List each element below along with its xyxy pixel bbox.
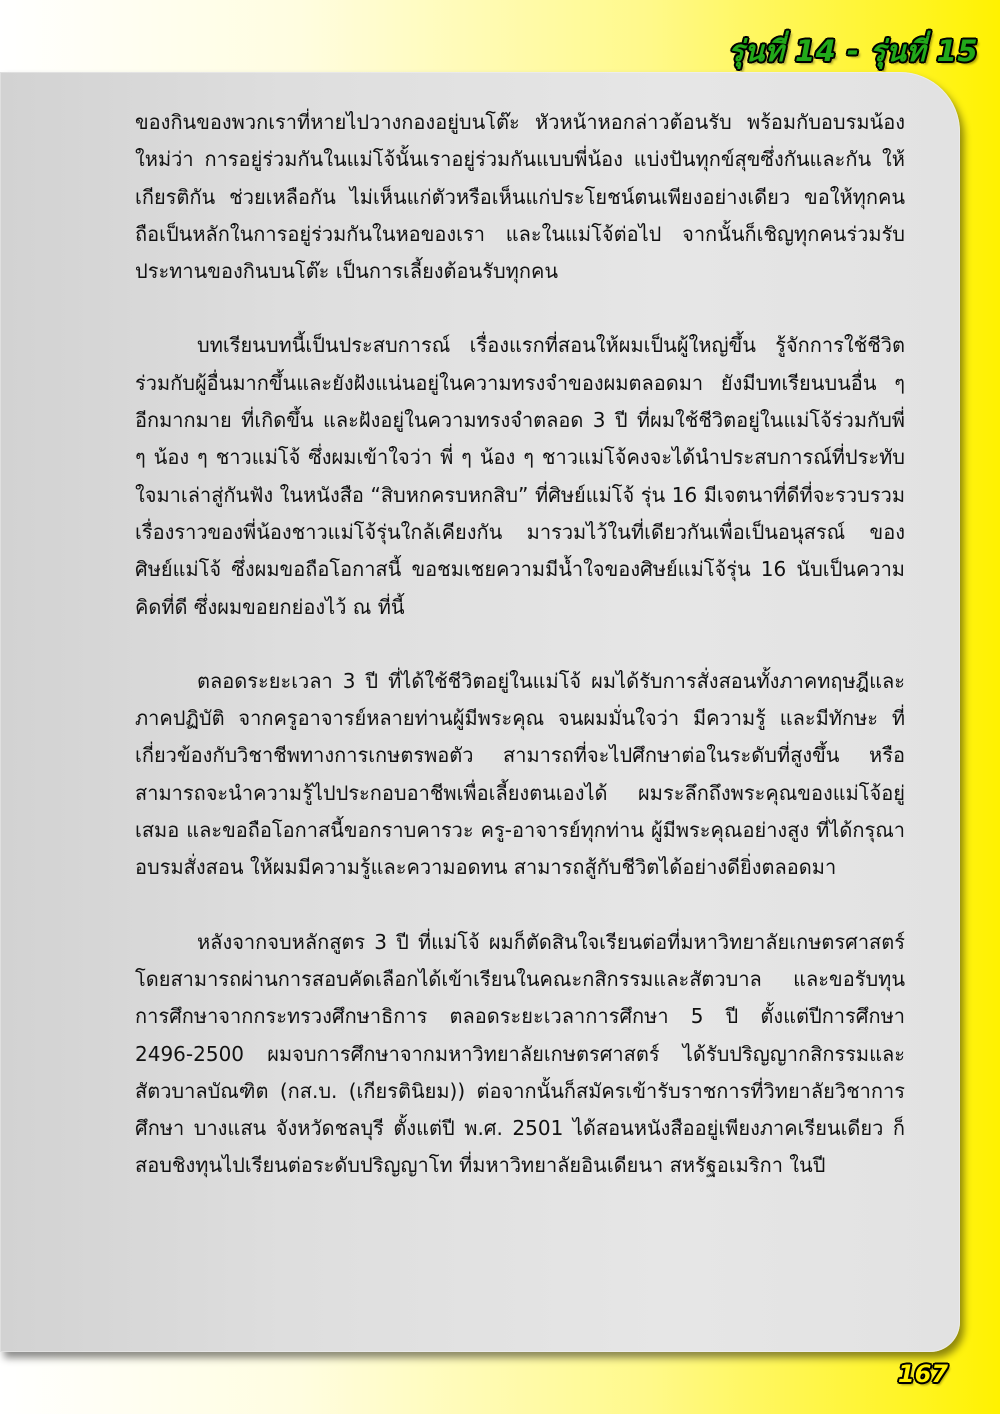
paragraph-continued: ของกินของพวกเราที่หายไปวางกองอยู่บนโต๊ะ หัวหน้าหอกล่าวต้อนรับ พร้อมกับอบรมน้องใหม่ว่า การอยู่ร่วมกันในแม่โจ้นั้นเราอยู่ร่วมกันแบบพี่น้อง แบ่งปันทุกข์สุขซึ่งกันและกัน ให้เกียรติกัน ช่วยเหลือกัน ไม่เห็นแก่ตัวหรือเห็นแก่ประโยชน์ตนเพียงอย่างเดียว ขอให้ทุกคนถือเป็นหลักในการอยู่ร่วมกันในหอของเรา และในแม่โจ้ต่อไป จากนั้นก็เชิญทุกคนร่วมรับประทานของกินบนโต๊ะ เป็นการเลี้ยงต้อนรับทุกคน xyxy=(135,110,905,284)
paragraph: ตลอดระยะเวลา 3 ปี ที่ได้ใช้ชีวิตอยู่ในแม่โจ้ ผมได้รับการสั่งสอนทั้งภาคทฤษฎีและภาคปฏิบัติ จากครูอาจารย์หลายท่านผู้มีพระคุณ จนผมมั่นใจว่า มีความรู้ และมีทักษะ ที่เกี่ยวข้องกับวิชาชีพทางการเกษตรพอตัว สามารถที่จะไปศึกษาต่อในระดับที่สูงขึ้น หรือสามารถจะนำความรู้ไปประกอบอาชีพเพื่อเลี้ยงตนเองได้ ผมระลึกถึงพระคุณของแม่โจ้อยู่เสมอ และขอถือโอกาสนี้ขอกราบคารวะ ครู-อาจารย์ทุกท่าน ผู้มีพระคุณอย่างสูง ที่ได้กรุณาอบรมสั่งสอน ให้ผมมีความรู้และความอดทน สามารถสู้กับชีวิตได้อย่างดียิ่งตลอดมา xyxy=(135,668,905,880)
chapter-header-title: รุ่นที่ 14 - รุ่นที่ 15 xyxy=(728,34,978,68)
page-body xyxy=(135,104,905,1185)
paragraph: บทเรียนบทนี้เป็นประสบการณ์ เรื่องแรกที่สอนให้ผมเป็นผู้ใหญ่ขึ้น รู้จักการใช้ชีวิตร่วมกับผู้อื่นมากขึ้นและยังฝังแน่นอยู่ในความทรงจำของผมตลอดมา ยังมีบทเรียนบนอื่น ๆ อีกมากมาย ที่เกิดขึ้น และฝังอยู่ในความทรงจำตลอด 3 ปี ที่ผมใช้ชีวิตอยู่ในแม่โจ้ร่วมกับพี่ ๆ น้อง ๆ ชาวแม่โจ้ ซึ่งผมเข้าใจว่า พี่ ๆ น้อง ๆ ชาวแม่โจ้คงจะได้นำประสบการณ์ที่ประทับใจมาเล่าสู่กันฟัง ในหนังสือ “สิบหกครบหกสิบ” ที่ศิษย์แม่โจ้ รุ่น 16 มีเจตนาที่ดีที่จะรวบรวมเรื่องราวของพี่น้องชาวแม่โจ้รุ่นใกล้เคียงกัน มารวมไว้ในที่เดียวกันเพื่อเป็นอนุสรณ์ ของศิษย์แม่โจ้ ซึ่งผมขอถือโอกาสนี้ ขอชมเชยความมีน้ำใจของศิษย์แม่โจ้รุ่น 16 นับเป็นความคิดที่ดี ซึ่งผมขอยกย่องไว้ ณ ที่นี้ xyxy=(135,333,905,619)
paragraph: หลังจากจบหลักสูตร 3 ปี ที่แม่โจ้ ผมก็ตัดสินใจเรียนต่อที่มหาวิทยาลัยเกษตรศาสตร์ โดยสามารถผ่านการสอบคัดเลือกได้เข้าเรียนในคณะกสิกรรมและสัตวบาล และขอรับทุนการศึกษาจากกระทรวงศึกษาธิการ ตลอดระยะเวลาการศึกษา 5 ปี ตั้งแต่ปีการศึกษา 2496-2500 ผมจบการศึกษาจากมหาวิทยาลัยเกษตรศาสตร์ ได้รับปริญญากสิกรรมและสัตวบาลบัณฑิต (กส.บ. (เกียรตินิยม)) ต่อจากนั้นก็สมัครเข้ารับราชการที่วิทยาลัยวิชาการศึกษา บางแสน จังหวัดชลบุรี ตั้งแต่ปี พ.ศ. 2501 ได้สอนหนังสืออยู่เพียงภาคเรียนเดียว ก็สอบชิงทุนไปเรียนต่อระดับปริญญาโท ที่มหาวิทยาลัยอินเดียนา สหรัฐอเมริกา ในปี xyxy=(135,929,905,1178)
page-number: 167 xyxy=(897,1360,948,1388)
